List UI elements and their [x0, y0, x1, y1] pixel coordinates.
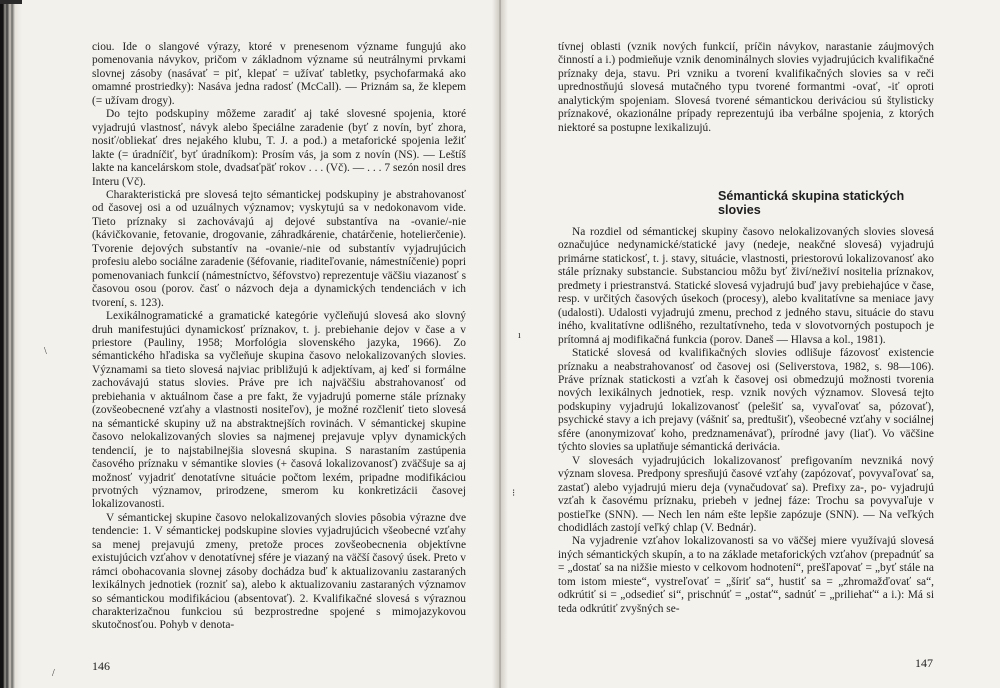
book-spine — [492, 0, 508, 688]
margin-mark: / — [52, 668, 55, 679]
right-page-body — [558, 226, 934, 616]
paragraph: Lexikálnogramatické a gramatické kategórie vyčleňujú slovesá ako slovný druh manifestujúci dynamickosť príznakov, t. j. prebiehanie dejov v čase a v priestore (Pauliny, 1958; Morfológia slovenského jazyka, 1966). Zo sémantického hľadiska sa vyčleňuje skupina časovo nelokalizovaných slovies. Významami sa tieto slovesá najviac približujú k adjektívam, aj keď si formálne zachovávajú status slovies. Práve pre ich najväčšiu abstrahovanosť od prebiehania v aktuálnom čase a pre fakt, že vyjadrujú pomerne stále príznaky (zovšeobecnené vzťahy a vlastnosti nositeľov), je možné rozčleniť tieto slovesá na sémantické skupiny už na abstraktnejších rovinách. V sémantickej skupine časovo nelokalizovaných slovies sa najmenej prejavuje vplyv dynamických tendencií, je to najstabilnejšia slovesná skupina. S narastaním zastúpenia časového príznaku v sémantike slovies (+ časová lokalizovanosť) zväčšuje sa aj možnosť vyjadriť denotatívne situácie počtom lexém, pripadne modifikáciou prvotných významov, prirodzene, smerom ku konkretizácii časovej lokalizovanosti. — [92, 310, 466, 511]
paragraph: V slovesách vyjadrujúcich lokalizovanosť prefigovaním nevzniká nový význam slovesa. Predpony spresňujú časové vzťahy (zapózovať, povyvaľovať sa, zastať) alebo vyjadrujú mieru deja (vynačudovať sa). Prefixy za-, po- vyjadrujú vzťah k časovému príznaku, priebeh v jednej fáze: Trochu sa povyvaľuje v postieľke (SNN). — Nech len nám ešte lepšie zapózuje (SNN). — Na veľkých chodidlách zastojí veľký chlap (V. Bednár). — [558, 454, 934, 534]
page-number: 147 — [915, 656, 933, 670]
right-page-intro — [558, 41, 934, 135]
margin-mark: ⁝ — [512, 488, 516, 499]
paragraph: tívnej oblasti (vznik nových funkcií, príčin návykov, narastanie záujmových činností a i.) podmieňuje vznik denominálnych slovies vyjadrujúcich kvalifikačné príznaky deja, stavu. Pri vzniku a tvorení kvalifikačných slovies sa v reči uprednostňujú slovesá mutačného typu tvorené formantmi -ovať, -iť oproti analytickým spojeniam. Slovesá tvorené sémantickou deriváciou sú štylisticky príznakové, okazionálne prípady reprezentujú iba verbálne spojenia, z ktorých niektoré sa postupne lexikalizujú. — [558, 41, 934, 134]
page-edge-shadow — [0, 0, 22, 688]
paragraph: ciou. Ide o slangové výrazy, ktoré v prenesenom význame fungujú ako pomenovania návykov, pričom v základnom význame sú neutrálnymi prvkami slovnej zásoby (nasávať = piť, klepať = užívať tabletky, psychofarmaká ako omamné prostriedky): Nasáva jedna radosť (McCall). — Priznám sa, že klepem (= užívam drogy). — [92, 41, 466, 107]
paragraph: Statické slovesá od kvalifikačných slovies odlišuje fázovosť existencie príznaku a neabstrahovanosť od časovej osi (Seliverstova, 1982, s. 98—106). Práve príznak statickosti a vzťah k časovej osi obmedzujú možnosti tvorenia nových lexikálnych jednotiek, resp. vznik nových významov. Slovesá tejto podskupiny vyjadrujú lokalizovanosť (pelešiť sa, vyvaľovať sa, pózovať), psychické stavy a ich prejavy (vášniť sa, predtušiť), všeobecné vzťahy v sociálnej sfére (anonymizovať koho, predznamenávať), prírodné javy (liať). Vo väčšine týchto slovies sa uplatňuje sémantická derivácia. — [558, 347, 934, 454]
page-corner-shadow — [0, 0, 22, 4]
left-page-body — [92, 41, 466, 633]
margin-mark: ı — [518, 330, 521, 341]
page-number: 146 — [92, 659, 110, 673]
section-heading: Sémantická skupina statických slovies — [718, 189, 905, 217]
paragraph: Do tejto podskupiny môžeme zaradiť aj také slovesné spojenia, ktoré vyjadrujú vlastnosť, návyk alebo špeciálne zaradenie (byť z novín, byť zhora, nosiť/obliekať dres nejakého klubu, T. J. a pod.) a metaforické spojenia ležiť lakte (= úradníčiť, byť úradníkom): Prosím vás, ja som z novín (NS). — Leštíš lakte na kancelárskom stole, dvadsaťpäť rokov . . . (Vč). — . . . 7 sezón nosil dres Interu (Vč). — [92, 108, 466, 188]
margin-mark: \ — [44, 346, 47, 357]
paragraph: Charakteristická pre slovesá tejto sémantickej podskupiny je abstrahovanosť od časovej osi a od uzuálnych významov; vyskytujú sa v nedokonavom vide. Tieto príznaky si zachovávajú aj dejové substantíva na -ovanie/-nie (kávičkovanie, fetovanie, drogovanie, záhradkárenie, chatárčenie, hotelierčenie). Tvorenie dejových substantív na -ovanie/-nie od substantív vyjadrujúcich profesiu alebo sociálne zaradenie (šéfovanie, riaditeľovanie, námestníčenie) popri pomenovaniach funkcií (námestníctvo, šéfovstvo) reprezentuje väčšiu viazanosť s časovou osou (porov. časť o názvoch deja a dynamických tendenciách v ich tvorení, s. 123). — [92, 188, 466, 309]
paragraph: V sémantickej skupine časovo nelokalizovaných slovies pôsobia výrazne dve tendencie: 1. V sémantickej podskupine slovies vyjadrujúcich všeobecné vzťahy sa menej prejavujú zmeny, pretože proces zovšeobecnenia objektívne existujúcich vzťahov v denotatívnej sfére je viazaný na väčší časový úsek. Preto v rámci obohacovania slovnej zásoby dochádza buď k aktualizovaniu zastaraných lexikálnych jednotiek (rozniť sa), alebo k aktualizovaniu zastaraných významov so sémantickou modifikáciou (absentovať). 2. Kvalifikačné slovesá s výraznou charakterizačnou funkciou sú bezprostredne spojené s mimojazykovou skutočnosťou. Pohyb v denota- — [92, 511, 466, 632]
paragraph: Na vyjadrenie vzťahov lokalizovanosti sa vo väčšej miere využívajú slovesá iných sémantických skupín, a to na základe metaforických vzťahov (prepadnúť sa = „dostať sa na nižšie miesto v celkovom hodnotení“, prešľapovať = „byť stále na tom istom mieste“, vystreľovať = „šíriť sa“, hustiť sa = „zhromažďovať sa“, odkrútiť si = „odsedieť si“, prischnúť = „ostať“, sadnúť = „priliehať“ a i.): Má si teda odkrútiť zvyšných se- — [558, 535, 934, 615]
paragraph: Na rozdiel od sémantickej skupiny časovo nelokalizovaných slovies slovesá označujúce nedynamické/statické javy (nedeje, neakčné slovesá) vyjadrujú primárne statickosť, t. j. stavy, situácie, vlastnosti, priestorovú lokalizovanosť ako stále príznaky substancie. Substanciou môžu byť živí/neživí nositelia príznakov, predmety i priestranstvá. Statické slovesá vyjadrujú buď javy prebiehajúce v čase, resp. v určitých časových úsekoch (procesy), alebo kvalitatívne sa meniace javy (udalosti). Udalosti vyjadrujú zmenu, prechod z jedného stavu, situácie do stavu iného, kvalitatívne odlišného, rezultatívneho, teda v slovotvorných postupoch je prítomná aj modifikačná funkcia (porov. Daneš — Hlavsa a kol., 1981). — [558, 226, 934, 346]
right-page — [500, 0, 1000, 688]
